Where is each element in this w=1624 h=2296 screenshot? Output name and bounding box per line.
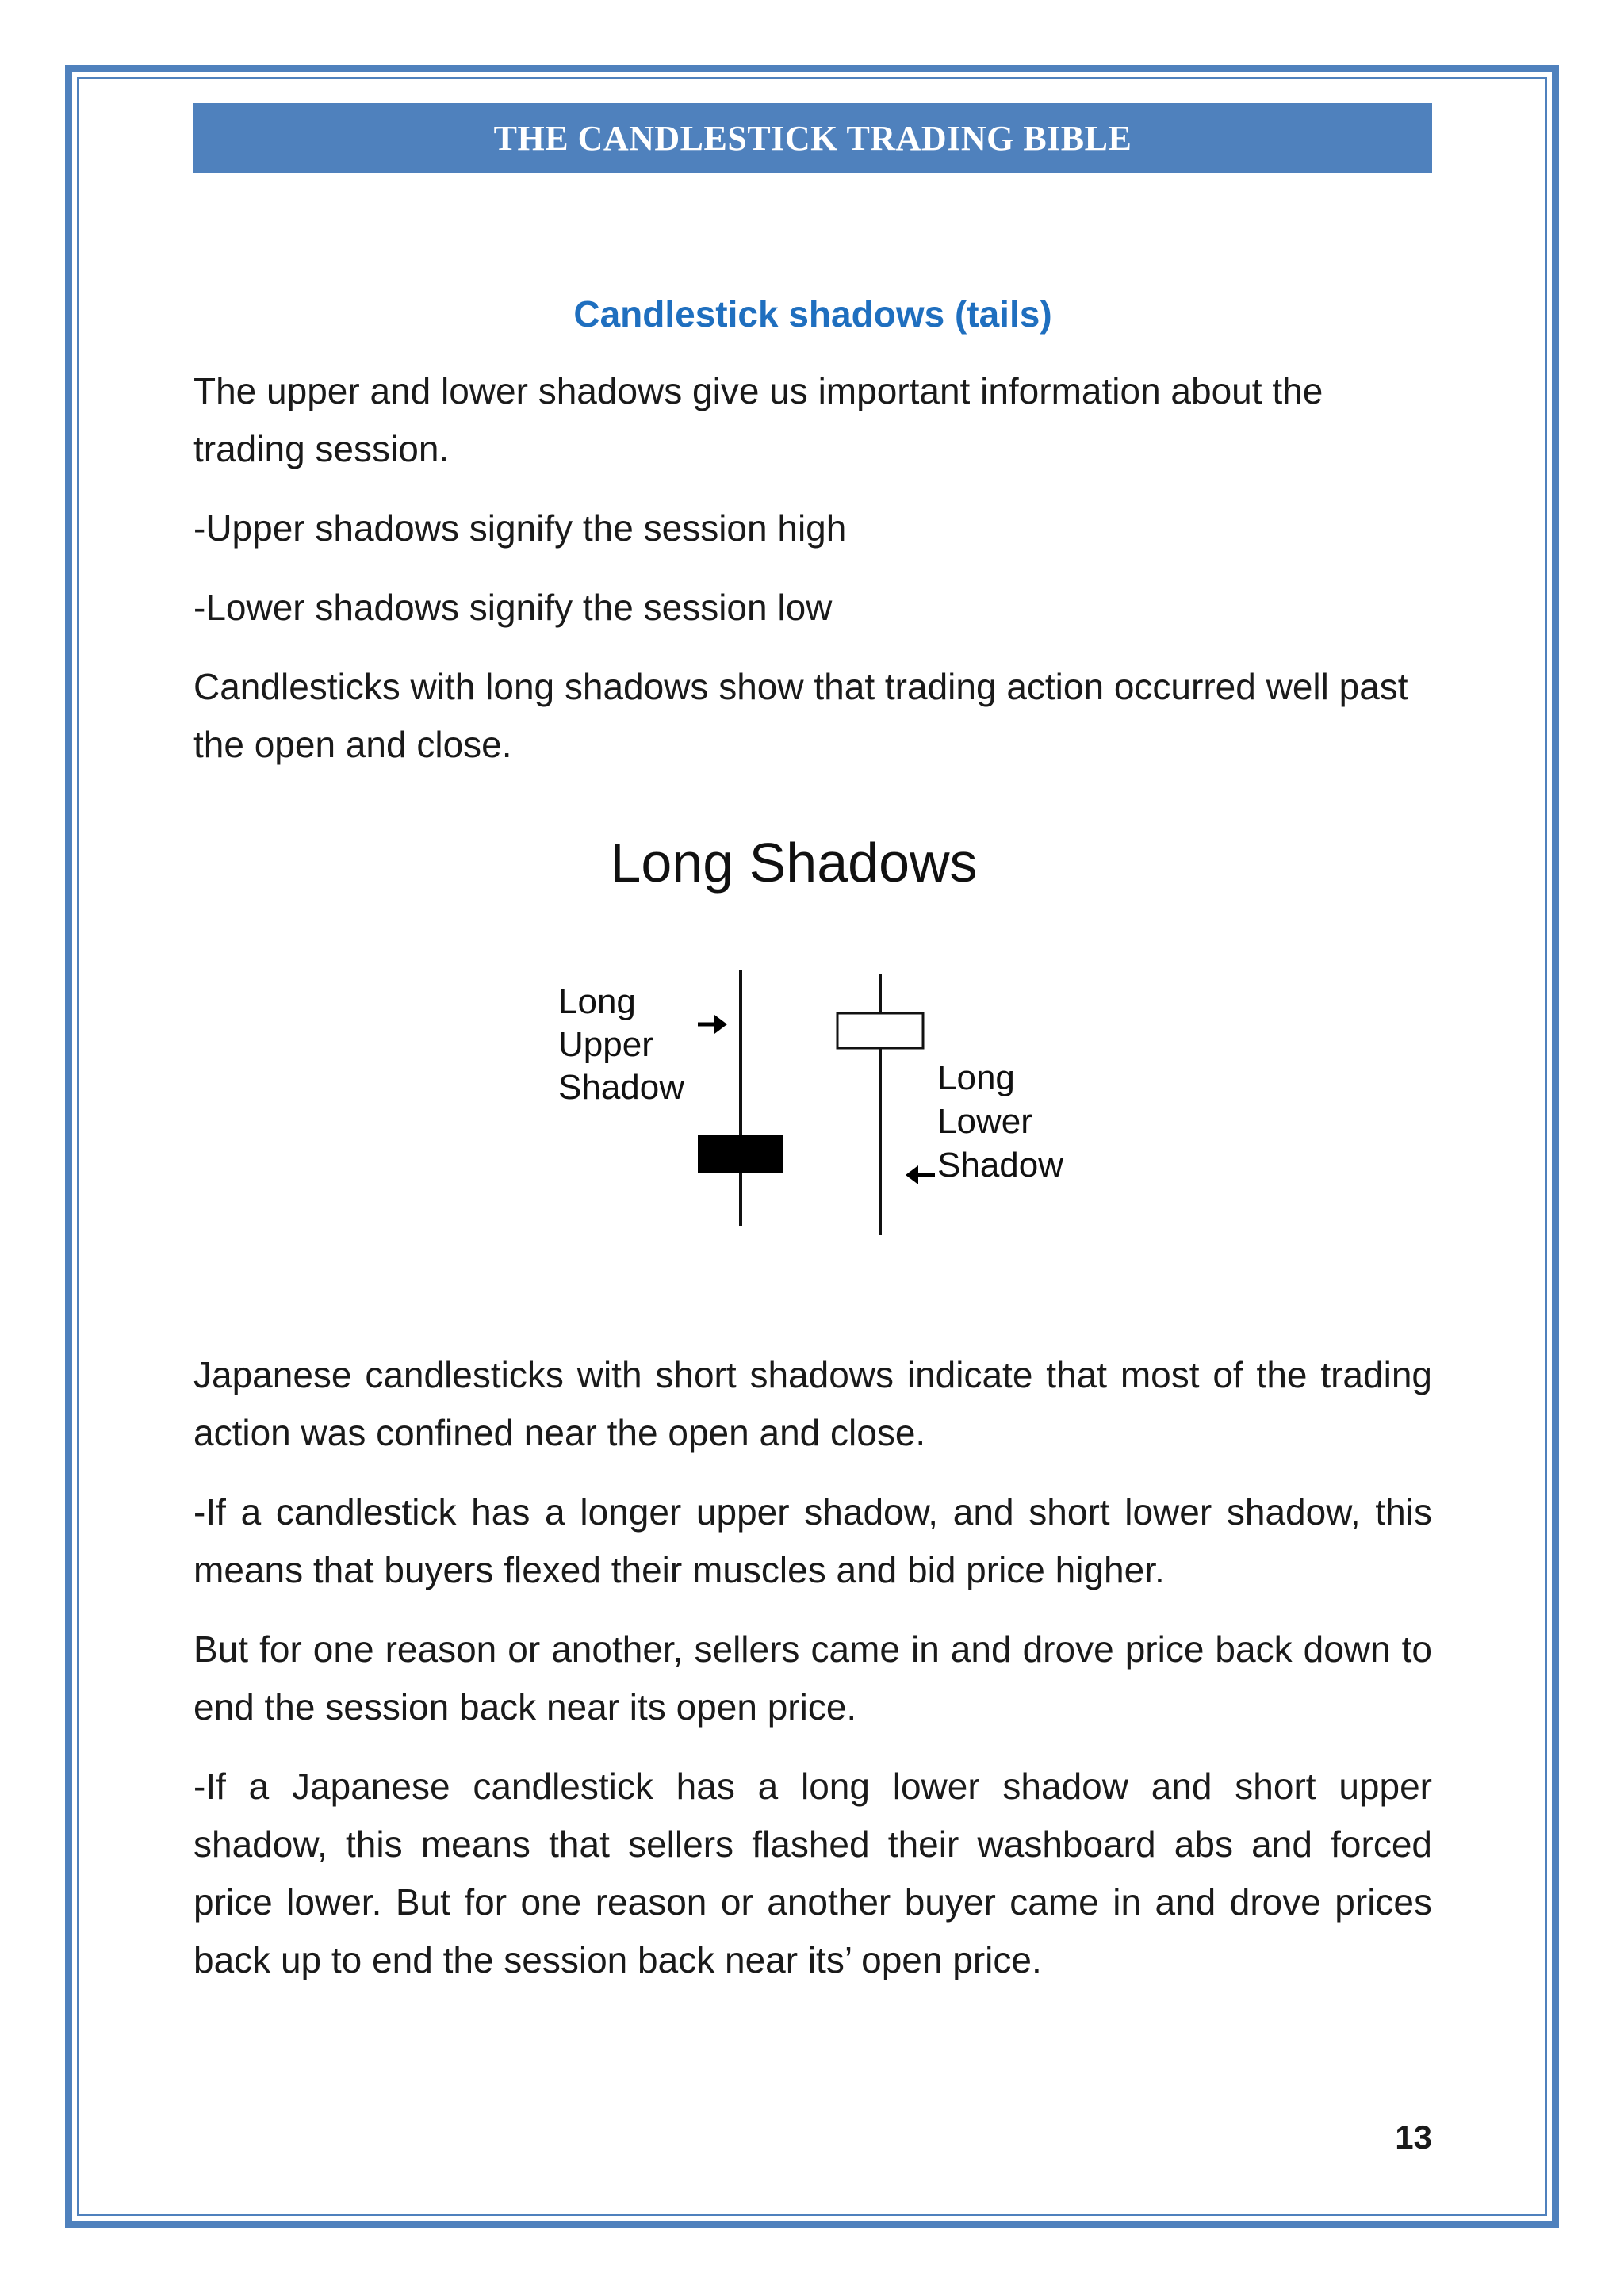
long-shadows-figure [193, 804, 1432, 1316]
paragraph: The upper and lower shadows give us important information about the trading session. [193, 370, 1323, 469]
paragraph: But for one reason or another, sellers came in and drove price back down to end the session back near its open price. [193, 1628, 1432, 1728]
section-title: Candlestick shadows (tails) [573, 293, 1052, 335]
left-label-line: Upper [558, 1025, 653, 1064]
paragraph: -Upper shadows signify the session high [193, 507, 847, 549]
arrow-left-icon [906, 1165, 935, 1184]
right-label-line: Shadow [937, 1146, 1064, 1184]
right-label-line: Long [937, 1058, 1015, 1097]
left-candle-body [698, 1135, 783, 1173]
paragraph: Japanese candlesticks with short shadows indicate that most of the trading action was confined near the open and close. [193, 1354, 1432, 1453]
left-label-line: Shadow [558, 1068, 685, 1107]
right-candle-body [837, 1013, 923, 1048]
right-label-line: Lower [937, 1102, 1032, 1141]
left-label-line: Long [558, 982, 636, 1021]
paragraph: -If a Japanese candlestick has a long lower shadow and short upper shadow, this means that sellers flashed their washboard abs and forced price lower. But for one reason or another buyer came in and drove prices back up to end the session back near its’ open price. [193, 1766, 1432, 1980]
long-shadows-diagram [193, 804, 1432, 1316]
figure-title: Long Shadows [610, 832, 978, 894]
paragraph: -If a candlestick has a longer upper shadow, and short lower shadow, this means that buyers flexed their muscles and bid price higher. [193, 1491, 1432, 1590]
page-content [193, 285, 1432, 2011]
paragraph: -Lower shadows signify the session low [193, 587, 833, 628]
page-number: 13 [1395, 2118, 1432, 2156]
paragraph: Candlesticks with long shadows show that trading action occurred well past the open and close. [193, 666, 1408, 765]
running-header [193, 103, 1432, 173]
arrow-right-icon [698, 1015, 727, 1034]
running-header-title: THE CANDLESTICK TRADING BIBLE [493, 118, 1132, 158]
